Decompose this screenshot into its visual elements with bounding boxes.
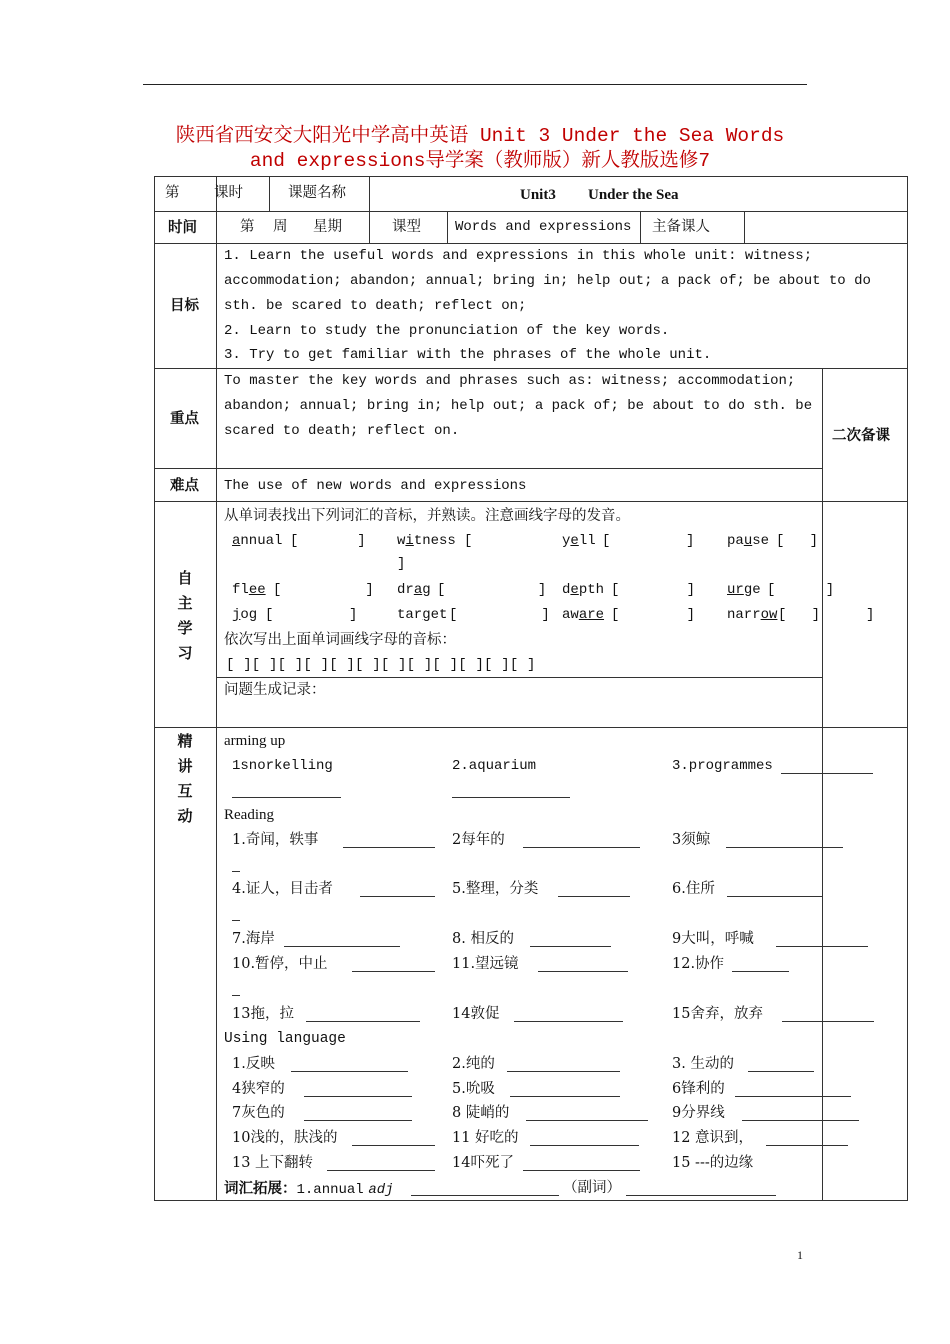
reading-item: 10.暂停，中止 (232, 956, 328, 972)
label-week: 周 (273, 219, 288, 235)
bracket-aware: [ ] (611, 607, 696, 623)
bracket-narrow: [ ] (778, 607, 821, 623)
blank-line (742, 1120, 859, 1121)
title-line-1: 陕西省西安交大阳光中学高中英语 Unit 3 Under the Sea Words (175, 125, 785, 147)
reading-item: 3须鲸 (672, 832, 711, 848)
blank-line (766, 1145, 848, 1146)
word-jog: jog (232, 607, 258, 623)
reading-heading: Reading (224, 807, 274, 823)
bracket-target: [ ] (449, 607, 550, 623)
blank-line (352, 971, 435, 972)
goal-line-1: 1. Learn the useful words and expressions in this whole unit: witness; (224, 248, 813, 264)
warm-item-3: 3.programmes (672, 758, 773, 774)
goal-line-3: sth. be scared to death; reflect on; (224, 298, 527, 314)
title-line-2: and expressions导学案（教师版）新人教版选修7 (249, 150, 711, 172)
blank-line (306, 1021, 420, 1022)
selfstudy-char-1: 自 (177, 569, 193, 587)
blank-line (452, 797, 570, 798)
reading-item: 7.海岸 (232, 931, 275, 947)
reading-item: 2每年的 (452, 832, 505, 848)
label-type: 课型 (392, 219, 421, 235)
label-preparer: 主备课人 (652, 219, 710, 235)
label-weekday: 星期 (313, 219, 342, 235)
blank-line (526, 1120, 648, 1121)
bracket-flee: [ ] (273, 582, 374, 598)
bracket-depth: [ ] (611, 582, 696, 598)
interaction-char-2: 讲 (177, 757, 193, 775)
cell-lesson (154, 176, 217, 212)
selfstudy-instruction: 从单词表找出下列词汇的音标，并熟读。注意画线字母的发音。 (224, 508, 630, 524)
word-depth: depth (562, 582, 605, 598)
reading-item: 12.协作 (672, 956, 725, 972)
vocab-expansion: 词汇拓展：1.annual adj (224, 1180, 394, 1198)
blank-line (510, 1096, 620, 1097)
goal-line-2: accommodation; abandon; annual; bring in; help out; a pack of; be about to do (224, 273, 871, 289)
blank-line (327, 1170, 435, 1171)
bracket-witness-close: ] (397, 556, 406, 572)
label-time: 时间 (168, 219, 197, 236)
cell-lesson-b (216, 176, 270, 212)
label-goals: 目标 (170, 297, 199, 314)
using-item: 15 ---的边缘 (672, 1155, 754, 1171)
blank-line (352, 1145, 435, 1146)
blank-line (343, 847, 435, 848)
using-item: 9分界线 (672, 1105, 725, 1121)
key-line-2: abandon; annual; bring in; help out; a pack of; be about to do sth. be (224, 398, 813, 414)
label-key: 重点 (170, 410, 199, 427)
using-item: 8 陡峭的 (452, 1105, 510, 1121)
using-item: 1.反映 (232, 1056, 275, 1072)
blank-line (507, 1071, 620, 1072)
difficulty-text: The use of new words and expressions (224, 478, 527, 494)
goal-line-5: 3. Try to get familiar with the phrases of the whole unit. (224, 347, 712, 363)
selfstudy-char-2: 主 (177, 594, 193, 612)
blank-line (727, 896, 822, 897)
unit-number: Unit3 (520, 187, 556, 203)
blank-line (284, 946, 400, 947)
blank-line (514, 1021, 623, 1022)
blank-line (304, 1120, 412, 1121)
blank-line (626, 1195, 776, 1196)
word-witness: witness (397, 533, 456, 549)
reading-item: 11.望远镜 (452, 956, 519, 972)
word-aware: aware (562, 607, 605, 623)
reading-item: 4.证人，目击者 (232, 881, 333, 897)
blank-line (411, 1195, 559, 1196)
interaction-char-4: 动 (177, 807, 193, 825)
blank-line (232, 797, 341, 798)
bracket-jog: [ ] (265, 607, 358, 623)
selfstudy-char-4: 习 (177, 644, 193, 662)
blank-line (232, 871, 240, 872)
word-annual: annual (232, 533, 283, 549)
using-item: 4狭窄的 (232, 1081, 285, 1097)
bracket-pause: [ ] (776, 533, 819, 549)
bracket-yell: [ ] (602, 533, 695, 549)
blank-line (558, 896, 630, 897)
blank-line (726, 847, 843, 848)
word-target: target (397, 607, 448, 623)
label-di2: 第 (240, 219, 255, 235)
key-line-1: To master the key words and phrases such as: witness; accommodation; (224, 373, 796, 389)
word-drag: drag (397, 582, 431, 598)
bracket-narrow-close: ] (866, 607, 875, 623)
word-yell: yell (562, 533, 596, 549)
type-value: Words and expressions (455, 219, 632, 235)
blank-line (232, 995, 240, 996)
reading-item: 1.奇闻，轶事 (232, 832, 319, 848)
blank-line (776, 946, 868, 947)
using-item: 5.吮吸 (452, 1081, 495, 1097)
label-difficulty: 难点 (170, 477, 199, 494)
document-title (120, 124, 840, 174)
blank-line (523, 847, 640, 848)
blank-line (781, 773, 873, 774)
bracket-drag: [ ] (437, 582, 547, 598)
label-topic: 课题名称 (288, 185, 346, 201)
blank-line (232, 920, 240, 921)
reading-item: 13拖，拉 (232, 1006, 294, 1022)
cell-preparer-value (744, 211, 908, 244)
reading-item: 8. 相反的 (452, 931, 514, 947)
goal-line-4: 2. Learn to study the pronunciation of the key words. (224, 323, 670, 339)
page-number: 1 (797, 1248, 803, 1262)
selfstudy-char-3: 学 (177, 619, 193, 637)
using-item: 11 好吃的 (452, 1130, 519, 1146)
using-item: 3. 生动的 (672, 1056, 734, 1072)
blank-line (782, 1021, 874, 1022)
using-item: 6锋利的 (672, 1081, 725, 1097)
bracket-urge: [ ] (767, 582, 835, 598)
blank-line (530, 946, 611, 947)
phonetic-brackets: [ ][ ][ ][ ][ ][ ][ ][ ][ ][ ][ ][ ] (226, 657, 536, 673)
label-keshi: 课时 (214, 185, 243, 201)
blank-line (748, 1071, 814, 1072)
using-item: 12 意识到， (672, 1130, 754, 1146)
using-language-heading: Using language (224, 1031, 346, 1047)
blank-line (291, 1071, 408, 1072)
using-item: 10浅的，肤浅的 (232, 1130, 338, 1146)
cell-interaction-side (822, 727, 908, 1201)
reading-item: 14敦促 (452, 1006, 500, 1022)
interaction-char-3: 互 (177, 782, 193, 800)
blank-line (304, 1096, 412, 1097)
using-item: 14吓死了 (452, 1155, 514, 1171)
blank-line (735, 1096, 851, 1097)
reading-item: 15舍弃，放弃 (672, 1006, 763, 1022)
key-line-3: scared to death; reflect on. (224, 423, 460, 439)
blank-line (538, 971, 628, 972)
using-item: 2.纯的 (452, 1056, 495, 1072)
using-item: 13 上下翻转 (232, 1155, 314, 1171)
record-label: 问题生成记录： (224, 682, 326, 698)
word-narrow: narrow (727, 607, 778, 623)
bracket-witness: [ (464, 533, 473, 549)
bracket-annual: [ ] (290, 533, 366, 549)
using-item: 7灰色的 (232, 1105, 285, 1121)
label-di: 第 (165, 185, 180, 201)
cell-selfstudy-side (822, 501, 908, 728)
word-pause: pause (727, 533, 770, 549)
adverb-label: （副词） (563, 1180, 621, 1196)
warm-item-2: 2.aquarium (452, 758, 537, 774)
blank-line (523, 1170, 640, 1171)
interaction-char-1: 精 (177, 732, 193, 750)
reading-item: 9大叫，呼喊 (672, 931, 754, 947)
unit-title: Under the Sea (588, 187, 679, 203)
reading-item: 6.住所 (672, 881, 715, 897)
warm-item-1: 1snorkelling (232, 758, 333, 774)
label-second-prep: 二次备课 (832, 427, 890, 444)
warming-up-heading: arming up (224, 733, 286, 749)
word-flee: flee (232, 582, 266, 598)
selfstudy-instruction-2: 依次写出上面单词画线字母的音标： (224, 632, 456, 648)
blank-line (530, 1145, 639, 1146)
reading-item: 5.整理，分类 (452, 881, 539, 897)
header-rule (143, 84, 807, 85)
word-urge: urge (727, 582, 761, 598)
blank-line (360, 896, 435, 897)
blank-line (732, 971, 789, 972)
